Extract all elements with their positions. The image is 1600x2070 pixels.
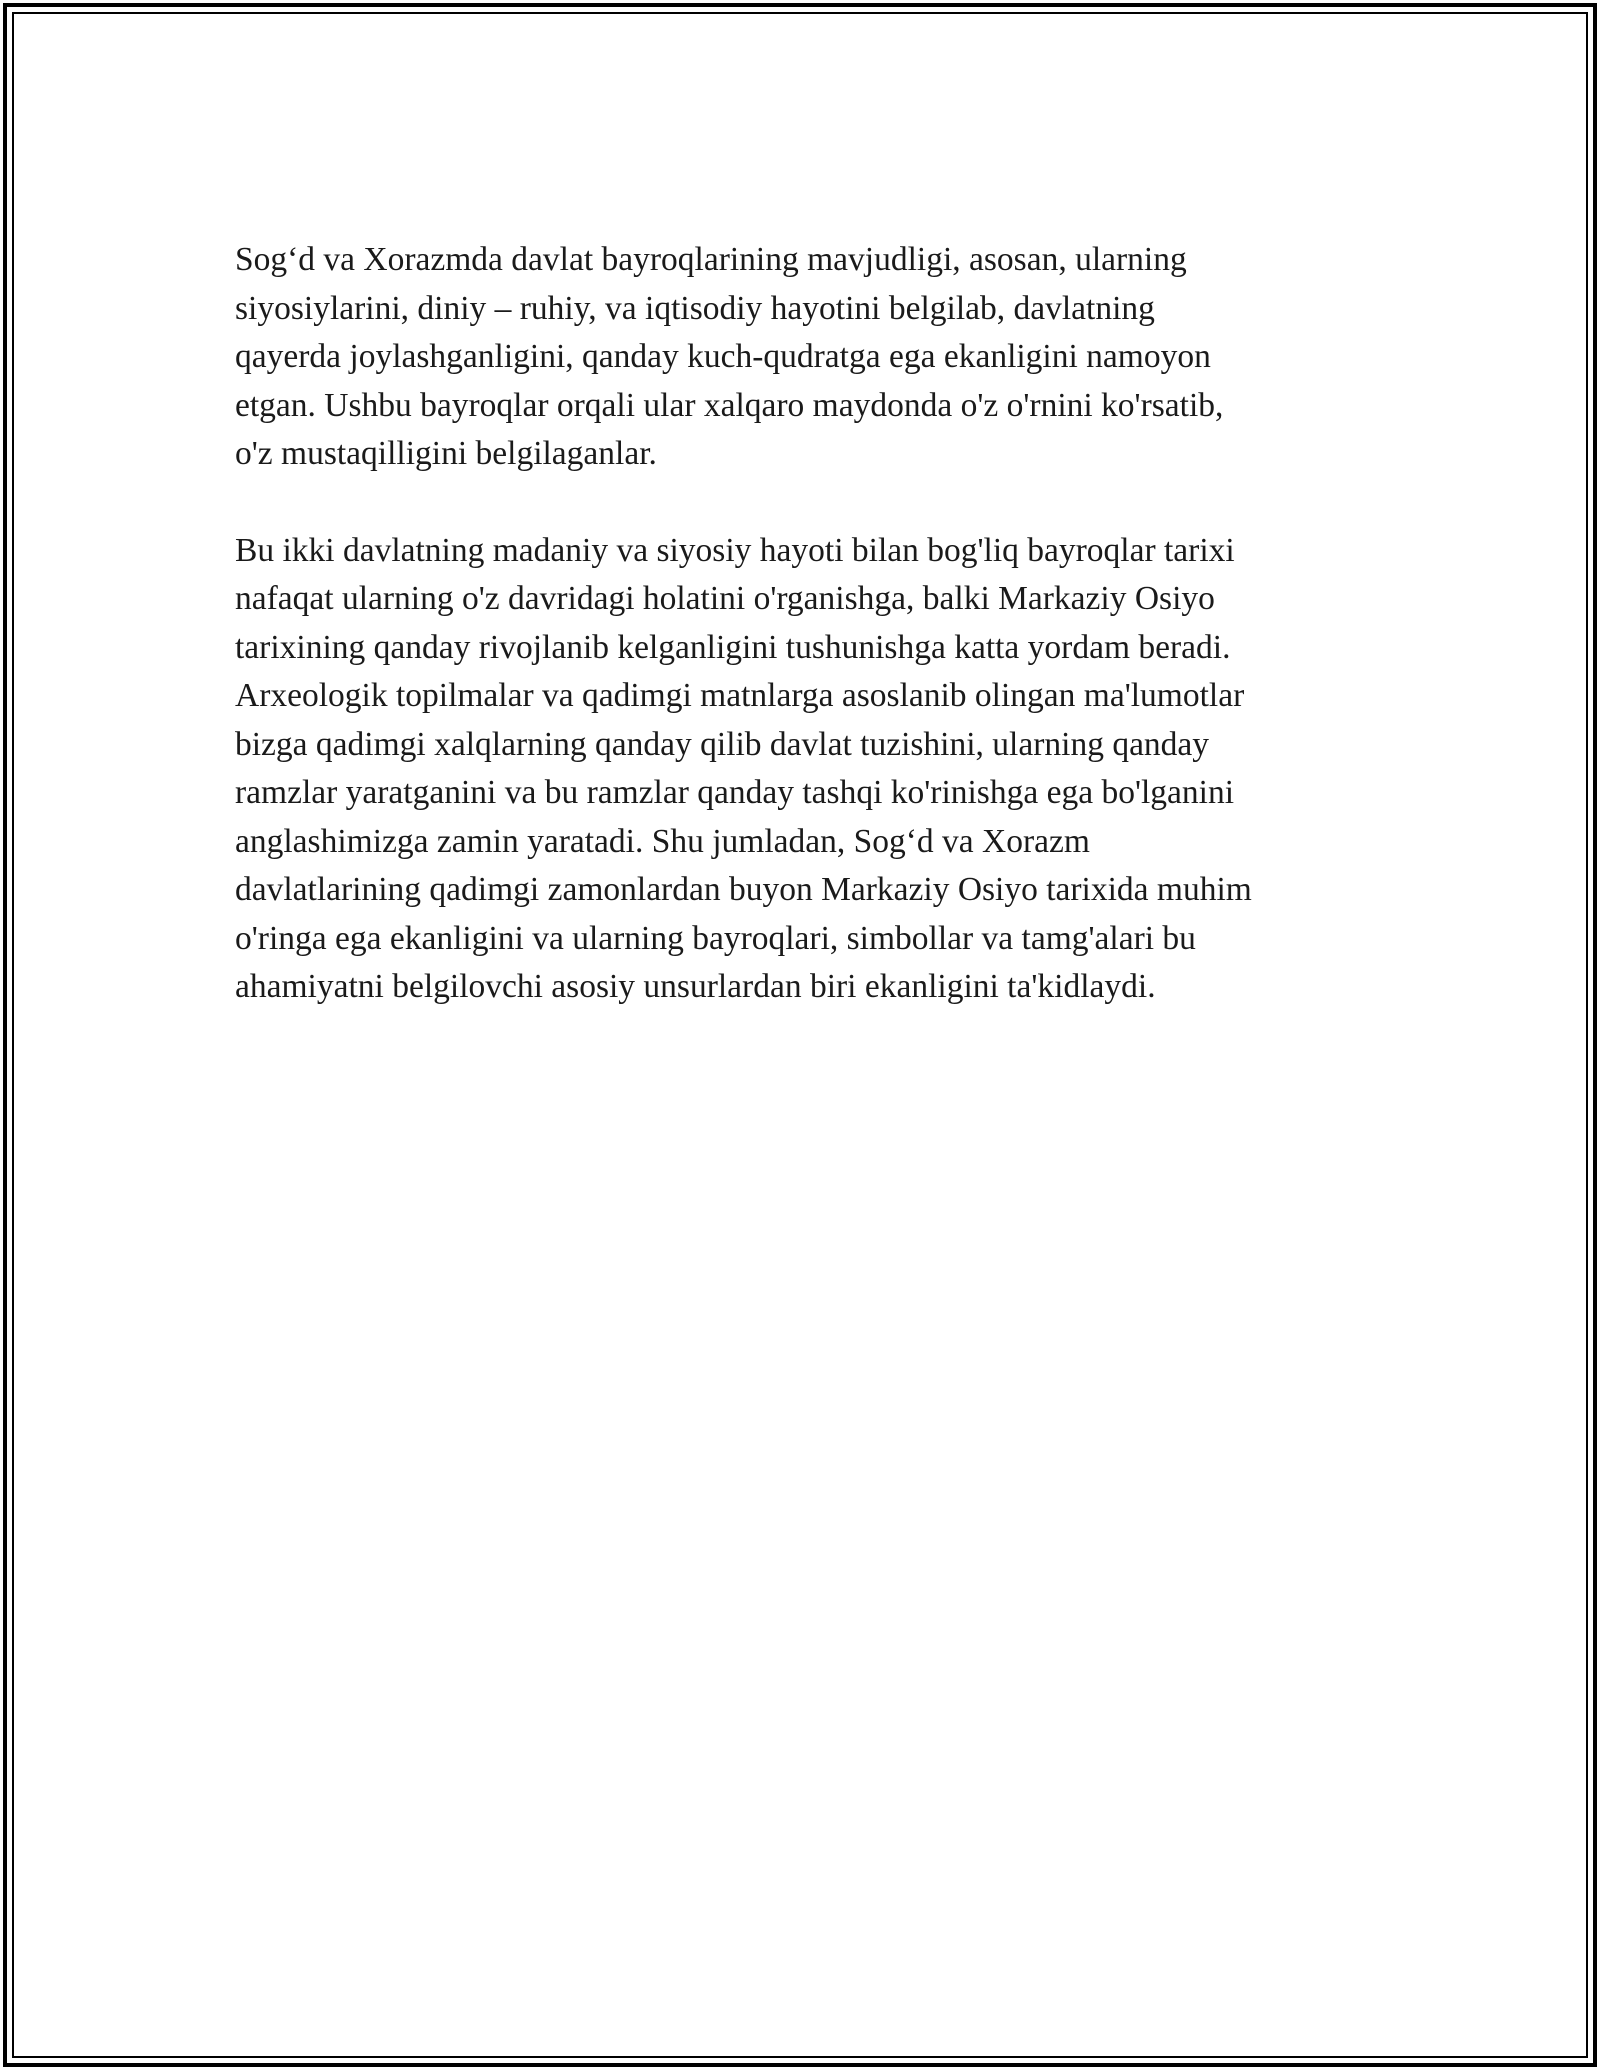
document-body (235, 236, 1365, 1012)
paragraph-2: Bu ikki davlatning madaniy va siyosiy hayoti bilan bog'liq bayroqlar tarixi nafaqat ularning o'z davridagi holatini o'rganishga, balki Markaziy Osiyo tarixining qanday rivojlanib kelganligini tushunishga katta yordam beradi. Arxeologik topilmalar va qadimgi matnlarga asoslanib olingan ma'lumotlar bizga qadimgi xalqlarning qanday qilib davlat tuzishini, ularning qanday ramzlar yaratganini va bu ramzlar qanday tashqi ko'rinishga ega bo'lganini anglashimizga zamin yaratadi. Shu jumladan, Sog‘d va Xorazm davlatlarining qadimgi zamonlardan buyon Markaziy Osiyo tarixida muhim o'ringa ega ekanligini va ularning bayroqlari, simbollar va tamg'alari bu ahamiyatni belgilovchi asosiy unsurlardan biri ekanligini ta'kidlaydi. (235, 531, 1252, 1005)
paragraph-1: Sog‘d va Xorazmda davlat bayroqlarining mavjudligi, asosan, ularning siyosiylarini, diniy – ruhiy, va iqtisodiy hayotini belgilab, davlatning qayerda joylashganligini, qanday kuch-qudratga ega ekanligini namoyon etgan. Ushbu bayroqlar orqali ular xalqaro maydonda o'z o'rnini ko'rsatib, o'z mustaqilligini belgilaganlar. (235, 241, 1224, 472)
